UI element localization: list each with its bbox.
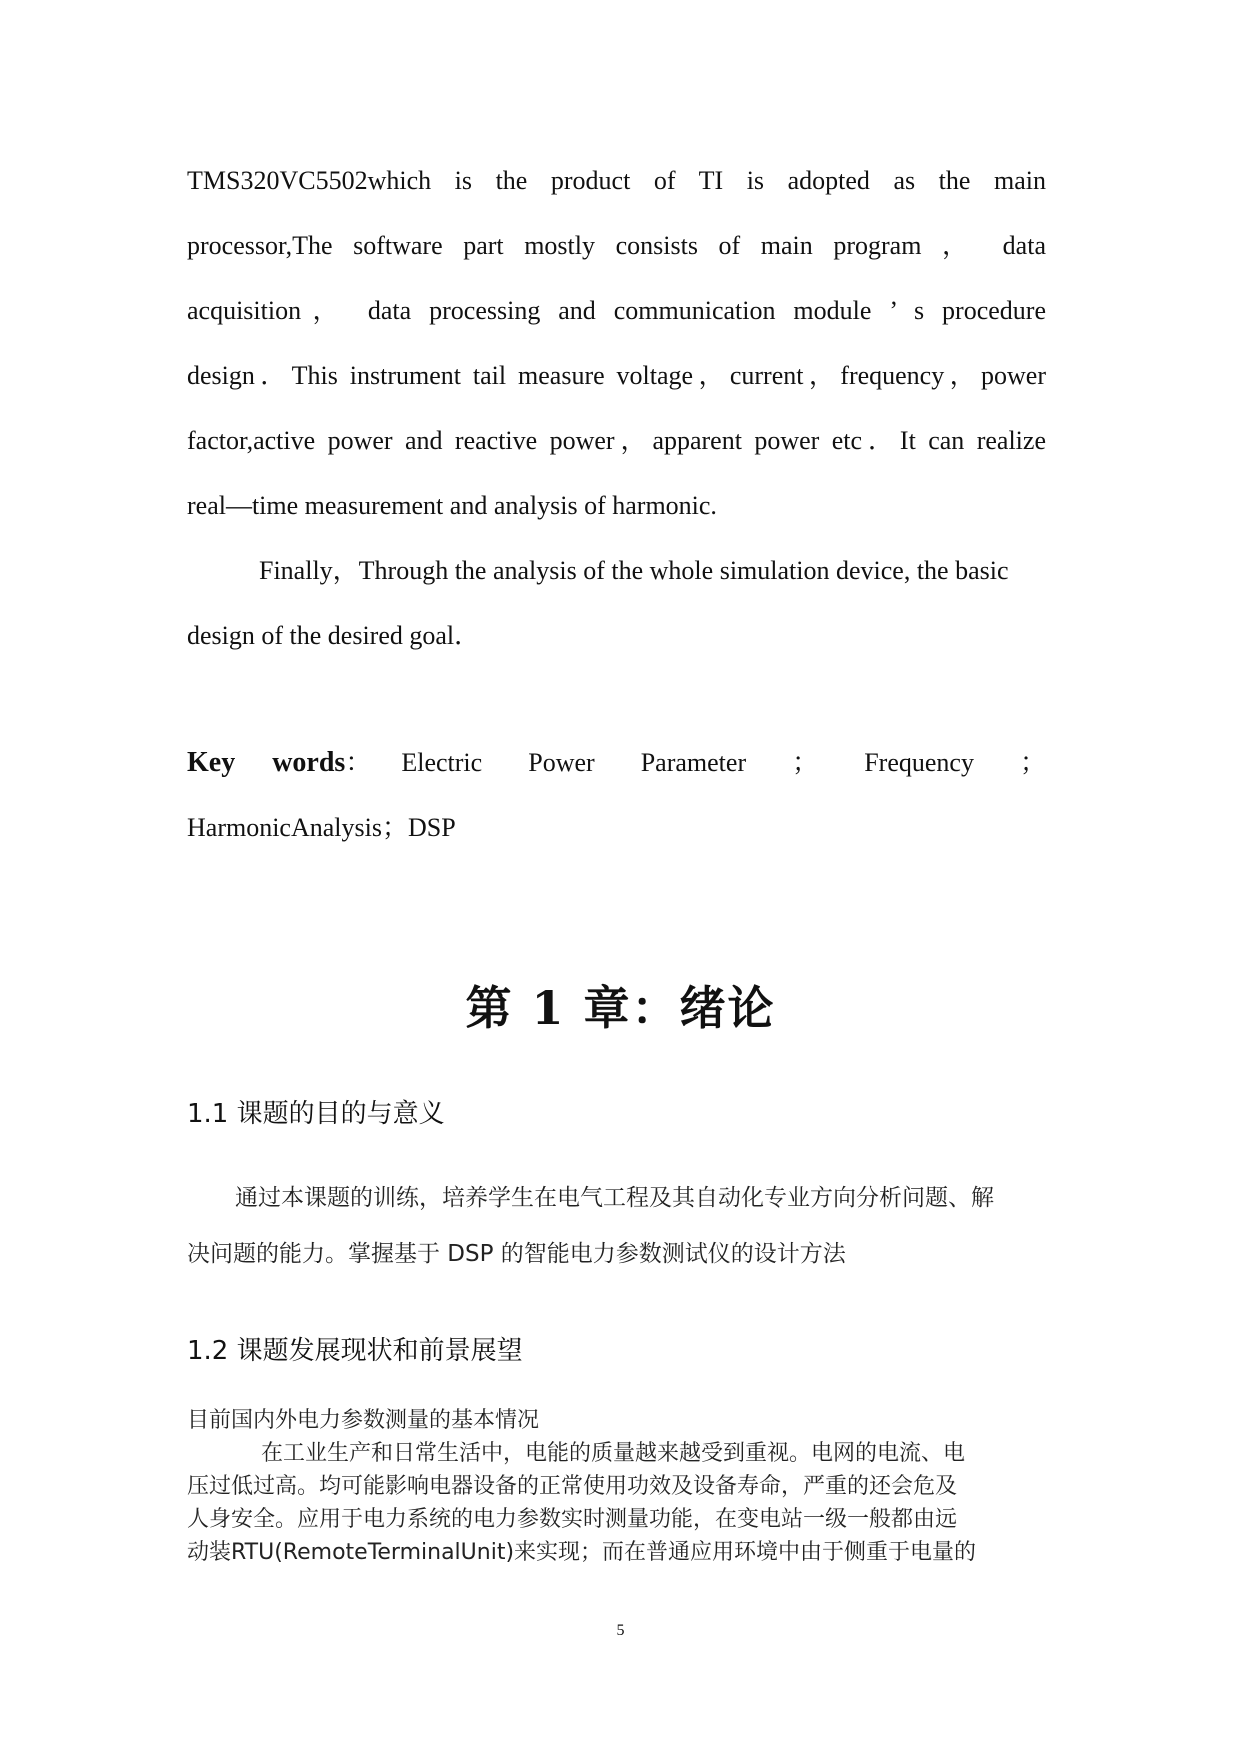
keywords-label: Key words	[187, 747, 346, 778]
keywords-block	[187, 730, 1046, 860]
abstract-final-paragraph	[187, 538, 1087, 668]
section-1-2-paragraph	[187, 1437, 1048, 1569]
section-1-2-subheading: 目前国内外电力参数测量的基本情况	[187, 1408, 540, 1433]
abstract-line: acquisition， data processing and communication module ’ s procedure	[187, 296, 1046, 325]
keywords-terms: Electric Power Parameter ； Frequency ；	[401, 748, 1046, 777]
section-heading-1-2: 1.2 课题发展现状和前景展望	[187, 1336, 523, 1366]
paragraph-line: 在工业生产和日常生活中，电能的质量越来越受到重视。电网的电流、电	[261, 1441, 966, 1466]
abstract-line: processor,The software part mostly consists of main program ， data	[187, 231, 1046, 260]
section-heading-1-1: 1.1 课题的目的与意义	[187, 1099, 445, 1129]
abstract-line: design．This instrument tail measure voltage，current，frequency，power	[187, 361, 1046, 390]
keywords-line-2: HarmonicAnalysis；DSP	[187, 813, 456, 842]
keywords-line	[187, 730, 1046, 795]
page-number: 5	[616, 1622, 625, 1639]
paragraph-line: 通过本课题的训练，培养学生在电气工程及其自动化专业方向分析问题、解	[235, 1185, 994, 1211]
paragraph-line: 压过低过高。均可能影响电器设备的正常使用功效及设备寿命，严重的还会危及	[187, 1474, 958, 1499]
paragraph-line: 动装RTU(RemoteTerminalUnit)来实现；而在普通应用环境中由于侧重于电量的	[187, 1540, 977, 1565]
keywords-colon: ：	[345, 748, 372, 777]
abstract-line: TMS320VC5502which is the product of TI is adopted as the main	[187, 166, 1046, 195]
paragraph-line: 人身安全。应用于电力系统的电力参数实时测量功能，在变电站一级一般都由远	[187, 1507, 958, 1532]
abstract-block	[187, 148, 1046, 538]
abstract-line: real—time measurement and analysis of harmonic.	[187, 491, 717, 520]
abstract-final-line: Finally，Through the analysis of the whole simulation device, the basic	[259, 556, 1009, 585]
paragraph-line: 决问题的能力。掌握基于 DSP 的智能电力参数测试仪的设计方法	[187, 1241, 846, 1267]
abstract-line: factor,active power and reactive power，apparent power etc．It can realize	[187, 426, 1046, 455]
chapter-title: 第 1 章：绪论	[465, 981, 776, 1035]
section-1-1-paragraph	[187, 1170, 1048, 1282]
abstract-final-line: design of the desired goal．	[187, 621, 481, 650]
